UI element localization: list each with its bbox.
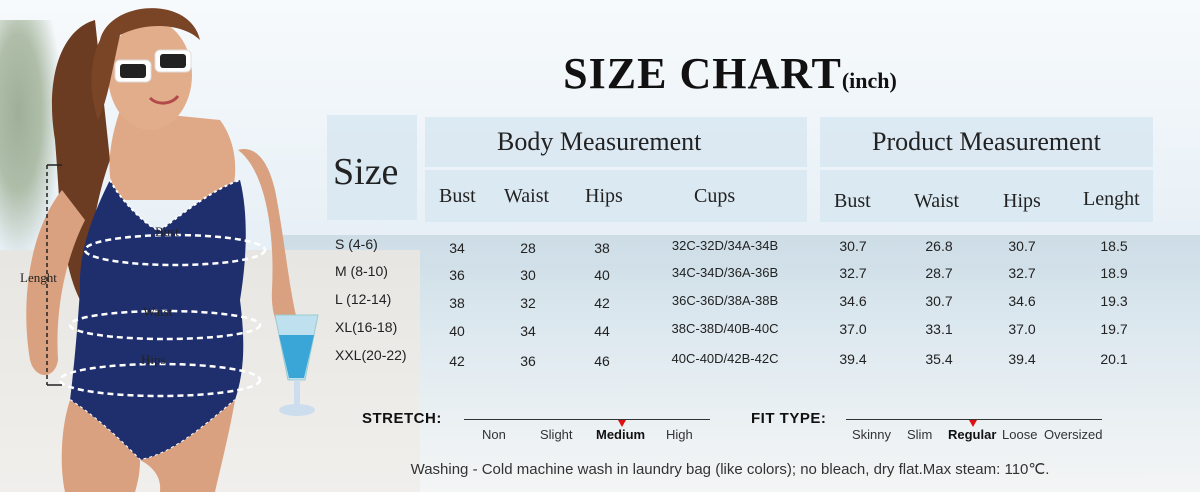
row-size-label: XXL(20-22) (335, 347, 407, 363)
body-cups-cell: 40C-40D/42B-42C (671, 351, 779, 366)
body-hips-cell: 46 (594, 353, 610, 369)
fit-marker (969, 420, 977, 427)
body-measurement-header: Body Measurement (497, 127, 702, 156)
fit-option-oversized: Oversized (1044, 427, 1103, 442)
product-length-cell: 20.1 (1100, 351, 1128, 367)
body-bust-cell: 38 (449, 295, 465, 311)
product-hips-cell: 32.7 (1008, 265, 1036, 281)
stretch-scale-line (464, 419, 710, 420)
product-length-cell: 19.7 (1100, 321, 1128, 337)
fit-type-label: FIT TYPE: (751, 410, 827, 427)
product-bust-cell: 32.7 (839, 265, 867, 281)
body-cups-cell: 36C-36D/38A-38B (671, 293, 779, 308)
product-hips-cell: 30.7 (1008, 238, 1036, 254)
body-hips-cell: 44 (594, 323, 610, 339)
body-waist-cell: 32 (520, 295, 536, 311)
product-waist-header: Waist (914, 190, 960, 212)
product-bust-cell: 34.6 (839, 293, 867, 309)
product-bust-cell: 39.4 (839, 351, 867, 367)
body-waist-cell: 34 (520, 323, 536, 339)
body-cups-cell: 34C-34D/36A-36B (671, 265, 779, 280)
body-cups-cell: 38C-38D/40B-40C (671, 321, 779, 336)
product-length-cell: 19.3 (1100, 293, 1128, 309)
stretch-option-non: Non (482, 427, 506, 442)
stretch-option-high: High (666, 427, 693, 442)
stretch-option-medium: Medium (596, 427, 646, 442)
waist-tag: Waist (143, 304, 173, 319)
product-waist-cell: 35.4 (925, 351, 953, 367)
product-length-cell: 18.5 (1100, 238, 1128, 254)
row-size-label: L (12-14) (335, 291, 392, 307)
body-waist-cell: 36 (520, 353, 536, 369)
body-cups-cell: 32C-32D/34A-34B (671, 238, 779, 253)
product-waist-cell: 30.7 (925, 293, 953, 309)
body-cups-header: Cups (694, 185, 736, 207)
body-bust-cell: 34 (449, 240, 465, 256)
product-waist-cell: 33.1 (925, 321, 953, 337)
fit-option-regular: Regular (948, 427, 997, 442)
page-title (0, 48, 1200, 99)
hips-tag: Hips (141, 352, 166, 367)
product-hips-cell: 37.0 (1008, 321, 1036, 337)
product-bust-cell: 30.7 (839, 238, 867, 254)
body-hips-header: Hips (585, 185, 623, 207)
stretch-marker (618, 420, 626, 427)
body-hips-cell: 38 (594, 240, 610, 256)
title-unit: (inch) (841, 68, 897, 93)
stretch-option-slight: Slight (540, 427, 573, 442)
product-hips-cell: 34.6 (1008, 293, 1036, 309)
body-bust-header: Bust (439, 185, 476, 207)
product-hips-cell: 39.4 (1008, 351, 1036, 367)
fit-option-skinny: Skinny (852, 427, 892, 442)
fit-option-slim: Slim (907, 427, 933, 442)
body-hips-cell: 40 (594, 267, 610, 283)
body-bust-cell: 42 (449, 353, 465, 369)
size-column-header: Size (333, 151, 399, 193)
row-size-label: XL(16-18) (335, 319, 398, 335)
body-bust-cell: 40 (449, 323, 465, 339)
body-bust-cell: 36 (449, 267, 465, 283)
body-waist-cell: 30 (520, 267, 536, 283)
washing-instructions: Washing - Cold machine wash in laundry bag (like colors); no bleach, dry flat.Max steam: 110℃. (410, 461, 1050, 478)
product-bust-cell: 37.0 (839, 321, 867, 337)
bust-tag: Bust (155, 224, 179, 239)
product-bust-header: Bust (834, 190, 871, 212)
fit-option-loose: Loose (1002, 427, 1038, 442)
row-size-label: S (4-6) (335, 236, 378, 252)
product-length-cell: 18.9 (1100, 265, 1128, 281)
body-hips-cell: 42 (594, 295, 610, 311)
product-waist-cell: 28.7 (925, 265, 953, 281)
product-measurement-header: Product Measurement (872, 127, 1101, 156)
product-waist-cell: 26.8 (925, 238, 953, 254)
stretch-label: STRETCH: (362, 410, 442, 427)
body-waist-cell: 28 (520, 240, 536, 256)
body-waist-header: Waist (504, 185, 550, 207)
product-hips-header: Hips (1003, 190, 1041, 212)
product-length-header: Lenght (1083, 188, 1140, 210)
length-tag: Lenght (20, 270, 57, 285)
row-size-label: M (8-10) (335, 263, 388, 279)
title-main: SIZE CHART (563, 49, 842, 98)
